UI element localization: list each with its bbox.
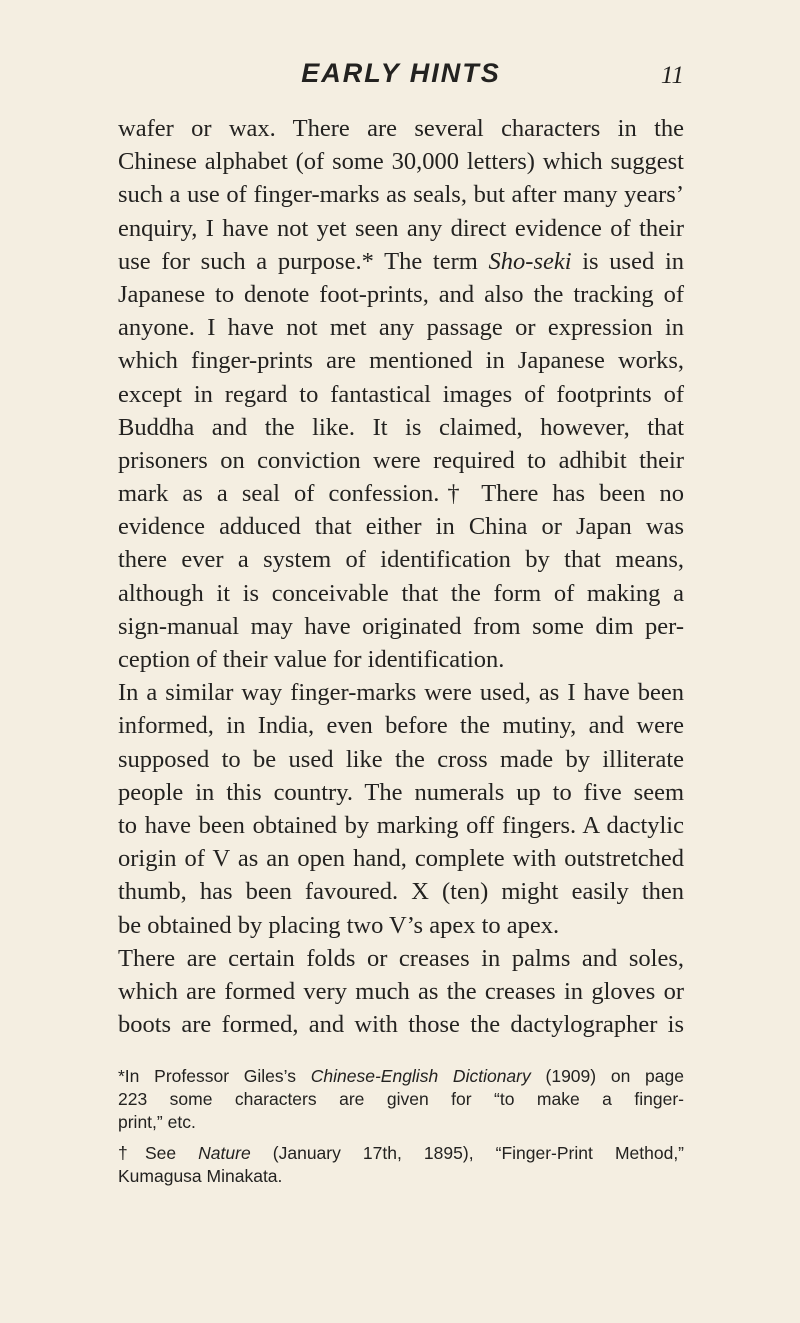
footnotes [118, 1065, 684, 1188]
text-line: There are certain folds or creases in palms and soles, [118, 944, 684, 972]
footnote-title: Chinese-English Dictionary [310, 1066, 531, 1086]
running-title: EARLY HINTS [301, 58, 501, 88]
text-line [118, 245, 684, 278]
footnote-text: *In Professor Giles’s [118, 1066, 311, 1086]
text-line: Buddha and the like. It is claimed, however, that [118, 413, 684, 441]
text-line: to have been obtained by marking off fingers. A dactylic [118, 811, 684, 839]
text-line: mark as a seal of confession.† There has been no [118, 480, 684, 508]
footnote-title: Nature [198, 1143, 251, 1163]
text-line: people in this country. The numerals up to five seem [118, 778, 684, 806]
text-line: which are formed very much as the creases in gloves or [118, 977, 684, 1005]
footnote-line [118, 1065, 684, 1088]
text-line: wafer or wax. There are several characters in the [118, 115, 684, 142]
footnote-giles [118, 1065, 684, 1134]
text-line: boots are formed, and with those the dactylographer is [118, 1011, 684, 1039]
text-line: origin of V as an open hand, complete with outstretched [118, 845, 684, 873]
page-number: 11 [660, 62, 684, 89]
footnote-nature [118, 1142, 684, 1188]
footnote-line: 223 some characters are given for “to make a finger- [118, 1089, 684, 1109]
footnote-line: Kumagusa Minakata. [118, 1166, 283, 1186]
text-line: prisoners on conviction were required to adhibit their [118, 446, 684, 474]
footnote-text: (1909) on page [530, 1066, 684, 1086]
text-line: evidence adduced that either in China or Japan was [118, 513, 684, 541]
text-line: anyone. I have not met any passage or expression in [118, 314, 684, 342]
footnote-text: (January 17th, 1895), “Finger-Print Method,” [250, 1143, 685, 1163]
text-line: supposed to be used like the cross made by illiterate [118, 745, 684, 773]
footnote-line: print,” etc. [118, 1112, 196, 1132]
text-segment: use for such a purpose.* The term [118, 247, 489, 275]
body-text [118, 112, 684, 1041]
footnote-text: †See [118, 1143, 199, 1163]
running-head [118, 58, 684, 98]
footnote-line [118, 1142, 684, 1165]
text-line: such a use of finger-marks as seals, but after many years’ [118, 181, 684, 209]
text-line: In a similar way finger-marks were used, as I have been [118, 679, 684, 707]
text-line: thumb, has been favoured. X (ten) might easily then [118, 878, 684, 906]
text-line: Chinese alphabet (of some 30,000 letters) which suggest [118, 148, 684, 176]
text-line: enquiry, I have not yet seen any direct evidence of their [118, 214, 684, 242]
text-line: be obtained by placing two V’s apex to apex. [118, 911, 560, 939]
text-segment: is used in [571, 247, 684, 275]
text-line: sign-manual may have originated from some dim per- [118, 612, 684, 640]
text-line: informed, in India, even before the mutiny, and were [118, 712, 684, 740]
text-line: although it is conceivable that the form of making a [118, 579, 684, 607]
text-line: ception of their value for identification. [118, 646, 505, 673]
italic-term: Sho-seki [488, 247, 572, 275]
text-line: there ever a system of identification by that means, [118, 546, 684, 574]
text-line: which finger-prints are mentioned in Japanese works, [118, 347, 684, 375]
text-line: Japanese to denote foot-prints, and also the tracking of [118, 280, 684, 308]
text-line: except in regard to fantastical images of footprints of [118, 380, 684, 408]
